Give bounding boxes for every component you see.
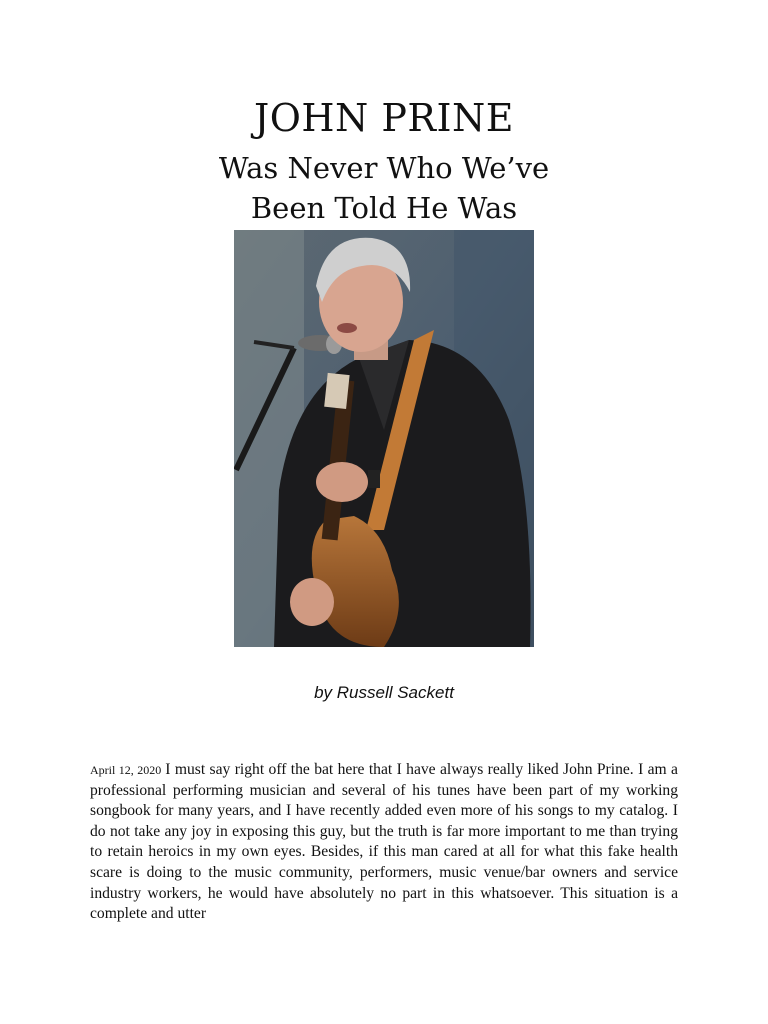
- performer-photo: [234, 230, 534, 647]
- byline: by Russell Sackett: [314, 683, 454, 702]
- subtitle-line-1: Was Never Who We’ve: [218, 151, 550, 185]
- subtitle-line-2: Been Told He Was: [250, 191, 518, 225]
- article-date: April 12, 2020: [90, 763, 162, 777]
- document-subtitle: [0, 148, 768, 228]
- document-title: JOHN PRINE: [253, 96, 515, 140]
- article-body: [90, 760, 678, 925]
- article-body-text: I must say right off the bat here that I have always really liked John Prine. I am a professional performing musician and several of his tunes have been part of my working songbook for many years, and I have recently added even more of his songs to my catalog. I do not take any joy in exposing this guy, but the truth is far more important to me than trying to retain heroics in my own eyes. Besides, if this man cared at all for what this fake health scare is doing to the music community, performers, music venue/bar owners and service industry workers, he would have absolutely no part in this whatsoever. This situation is a complete and utter: [90, 761, 678, 923]
